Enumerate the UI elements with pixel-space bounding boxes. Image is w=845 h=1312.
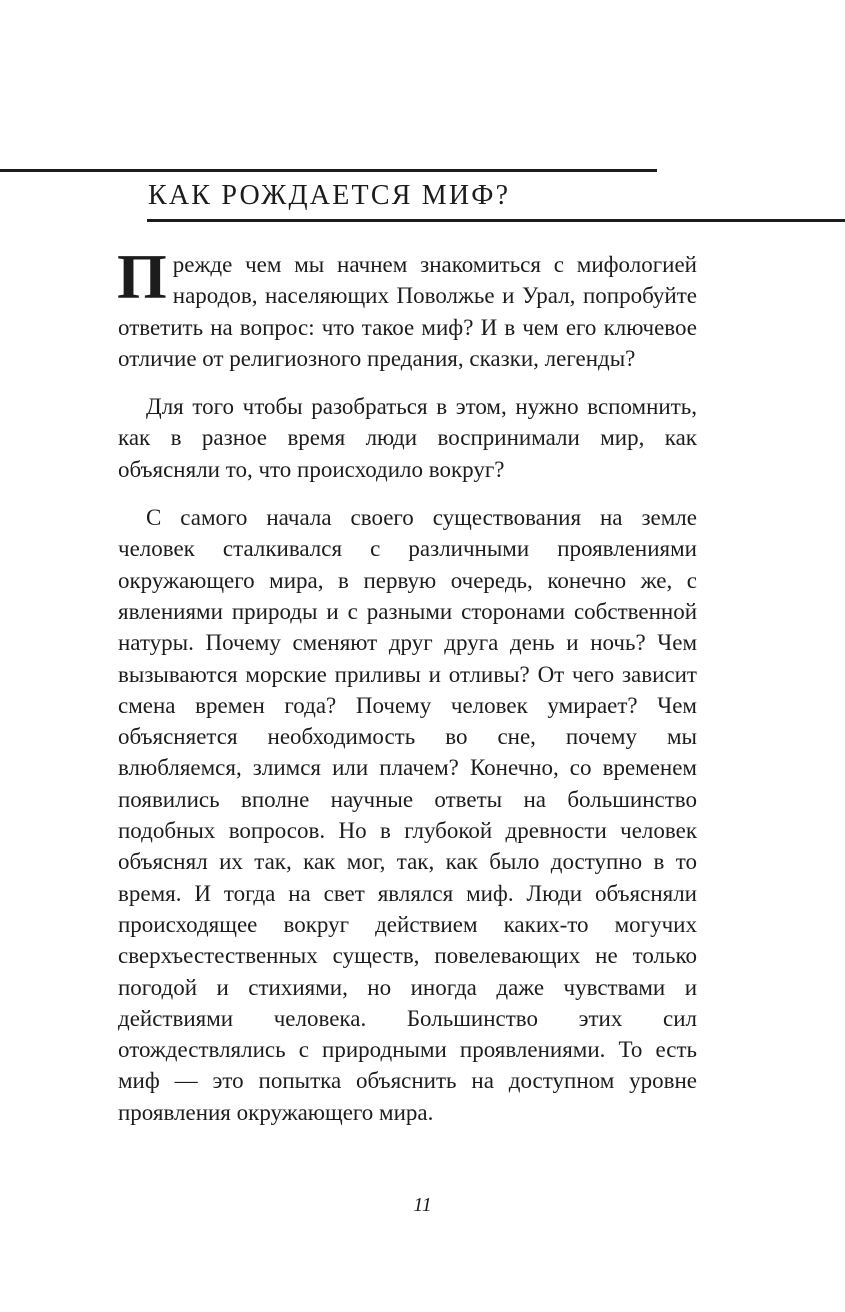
paragraph-1-text: режде чем мы начнем знакомиться с мифологией народов, населяющих Поволжье и Урал, попробуйте ответить на вопрос: что такое миф? И в чем его ключевое отличие от религиозного предания, сказки, легенды? [118,252,697,371]
chapter-top-rule [0,169,657,172]
body-text [117,241,697,1128]
chapter-title: КАК РОЖДАЕТСЯ МИФ? [148,180,511,211]
paragraph-1 [117,241,697,374]
page-number: 11 [413,1194,432,1216]
paragraph-3: С самого начала своего существования на земле человек сталкивался с различными проявлениями окружающего мира, в первую очередь, конечно же, с явлениями природы и с разными сторонами собственной натуры. Почему сменяют друг друга день и ночь? Чем вызываются морские приливы и отливы? От чего зависит смена времен года? Почему человек умирает? Чем объясняется необходимость во сне, почему мы влюбляемся, злимся или плачем? Конечно, со временем появились вполне научные ответы на большинство подобных вопросов. Но в глубокой древности человек объяснял их так, как мог, так, как было доступно в то время. И тогда на свет являлся миф. Люди объясняли происходящее вокруг действием каких-то могучих сверхъестественных существ, повелевающих не только погодой и стихиями, но иногда даже чувствами и действиями человека. Большинство этих сил отождествлялись с природными проявлениями. То есть миф — это попытка объяснить на доступном уровне проявления окружающего мира. [118,505,697,1125]
paragraph-2: Для того чтобы разобраться в этом, нужно вспомнить, как в разное время люди воспринимали мир, как объясняли то, что происходило вокруг? [118,394,697,482]
drop-cap: П [117,241,167,312]
chapter-bottom-rule [147,219,845,222]
